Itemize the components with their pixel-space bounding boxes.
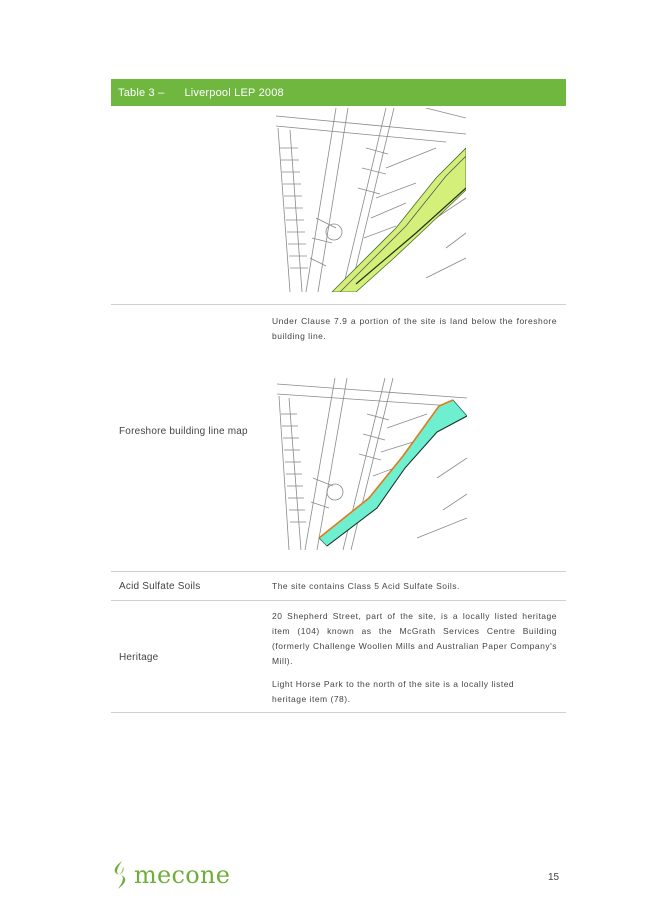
table-header: [111, 79, 566, 106]
table-number: Table 3 –: [118, 86, 165, 99]
acid-sulfate-text: The site contains Class 5 Acid Sulfate Soils.: [272, 581, 460, 591]
foreshore-text: Under Clause 7.9 a portion of the site is land below the foreshore building line.: [272, 316, 557, 341]
page-number: 15: [548, 872, 560, 883]
row-divider: [111, 304, 566, 305]
heritage-text: [272, 609, 557, 707]
heritage-paragraph-2: Light Horse Park to the north of the site is a locally listed heritage item (78).: [272, 679, 515, 704]
row-divider: [111, 571, 566, 572]
table-bottom-rule: [111, 712, 566, 713]
table-title: Liverpool LEP 2008: [184, 86, 284, 99]
foreshore-label: Foreshore building line map: [119, 426, 248, 437]
acid-sulfate-label: Acid Sulfate Soils: [119, 581, 201, 592]
logo-wordmark: mecone: [134, 861, 231, 889]
leaf-icon: [110, 860, 130, 890]
heritage-label: Heritage: [119, 652, 159, 663]
map-land-zoning: [276, 108, 466, 292]
mecone-logo: [110, 860, 230, 890]
map-foreshore-building-line: [277, 378, 467, 550]
heritage-paragraph-1: 20 Shepherd Street, part of the site, is a locally listed heritage item (104) known as the McGrath Services Centre Building (formerly Challenge Woollen Mills and Australian Paper Company's Mill).: [272, 611, 557, 666]
row-divider: [111, 600, 566, 601]
